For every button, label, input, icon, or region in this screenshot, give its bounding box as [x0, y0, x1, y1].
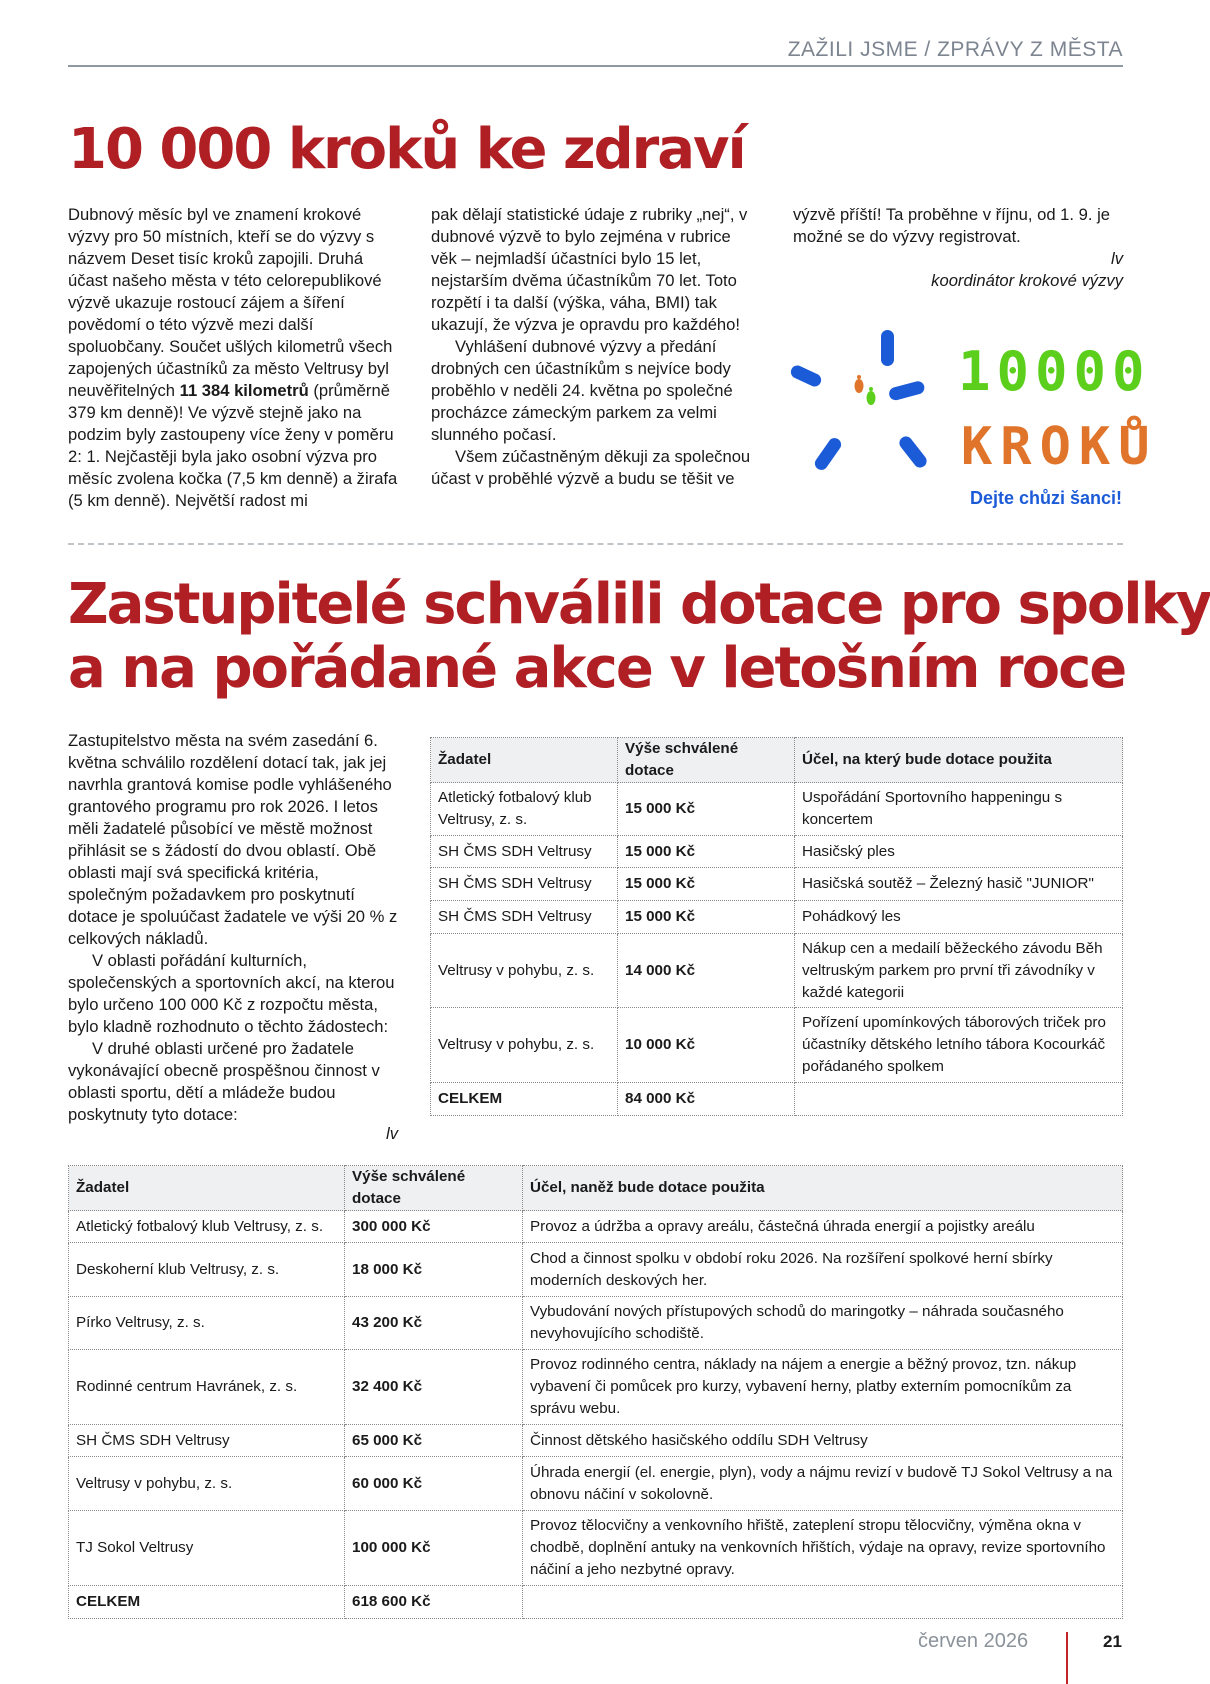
article2-paragraph-1: Zastupitelstvo města na svém zasedání 6. května schválilo rozdělení dotací tak, jak jej navrhla grantová komise podle vyhlášeného grantového programu pro rok 2026. I letos měli žadatelé působící ve městě možnost přihlásit se s žádostí do dvou oblastí. Obě oblasti mají svá specifická kritéria, společným požadavkem pro poskytnutí dotace je spoluúčast žadatele ve výši 20 % z celkových nákladů. [68, 731, 398, 948]
table-cell-applicant: SH ČMS SDH Veltrusy [69, 1425, 345, 1457]
footer-divider [1066, 1632, 1068, 1684]
article2-paragraph-3: V druhé oblasti určené pro žadatele vykonávající obecně prospěšnou činnost v oblasti sportu, dětí a mládeže budou poskytnuty tyto dotace: [68, 1039, 380, 1124]
table-cell-purpose: Uspořádání Sportovního happeningu s koncertem [795, 783, 1123, 836]
article1-paragraph-1 [68, 204, 398, 512]
table-cell-applicant: Veltrusy v pohybu, z. s. [69, 1457, 345, 1511]
table-header-row [431, 738, 1123, 783]
article1-column-1 [68, 204, 398, 512]
table-cell-purpose: Provoz a údržba a opravy areálu, částečná úhrada energií a pojistky areálu [523, 1211, 1123, 1243]
table-cell-amount: 100 000 Kč [345, 1511, 523, 1586]
table-cell-applicant: Deskoherní klub Veltrusy, z. s. [69, 1243, 345, 1297]
table-cell-purpose: Chod a činnost spolku v období roku 2026. Na rozšíření spolkové herní sbírky moderních deskových her. [523, 1243, 1123, 1297]
table-header: Účel, na který bude dotace použita [795, 738, 1123, 783]
table-cell-purpose: Provoz tělocvičny a venkovního hřiště, zateplení stropu tělocvičny, výměna okna v chodbě, doplnění antuky na venkovních hřištích, výdaje na opravy, revize sportovního náčiní a jeho nezbytné opravy. [523, 1511, 1123, 1586]
article1-text: Dubnový měsíc byl ve znamení krokové výzvy pro 50 místních, kteří se do výzvy s názvem Deset tisíc kroků zapojili. Druhá účast našeho města v této celorepublikové výzvě ukazuje rostoucí zájem a šíření povědomí o této výzvě mezi další spoluobčany. Součet ušlých kilometrů všech zapojených účastníků za město Veltrusy byl neuvěřitelných [68, 205, 393, 400]
article2-title [68, 572, 1210, 701]
grants-table-organizations [68, 1165, 1123, 1619]
table-cell-applicant: Atletický fotbalový klub Veltrusy, z. s. [69, 1211, 345, 1243]
table-cell-amount: 15 000 Kč [618, 836, 795, 868]
table-cell-purpose: Nákup cen a medailí běžeckého závodu Běh veltruským parkem pro první tři závodníky v každé kategorii [795, 934, 1123, 1008]
table-cell-amount: 618 600 Kč [345, 1586, 523, 1619]
logo-word: KROKŮ [961, 417, 1158, 477]
article1-column-3 [793, 204, 1123, 292]
table-cell-applicant: TJ Sokol Veltrusy [69, 1511, 345, 1586]
article-divider [68, 543, 1123, 545]
table-cell-applicant: Veltrusy v pohybu, z. s. [431, 934, 618, 1008]
table-row [69, 1211, 1123, 1243]
article2-paragraph-2: V oblasti pořádání kulturních, společenských a sportovních akcí, na kterou bylo určeno 100 000 Kč z rozpočtu města, bylo kladně rozhodnuto o těchto žádostech: [68, 951, 395, 1036]
table-row [69, 1457, 1123, 1511]
table-cell-amount: 15 000 Kč [618, 901, 795, 934]
table-cell-amount: 15 000 Kč [618, 868, 795, 901]
table-cell-purpose: Vybudování nových přístupových schodů do maringotky – náhrada současného nevyhovujícího schodiště. [523, 1297, 1123, 1350]
table-cell-applicant: CELKEM [431, 1083, 618, 1116]
table-row [431, 836, 1123, 868]
logo-digits: 10000 [958, 340, 1151, 403]
table-cell-applicant: CELKEM [69, 1586, 345, 1619]
footer-month: červen 2026 [918, 1630, 1029, 1652]
table-cell-amount: 84 000 Kč [618, 1083, 795, 1116]
table-cell-purpose: Hasičský ples [795, 836, 1123, 868]
article1-signature-name: lv [1111, 249, 1123, 268]
table-header: Výše schválené dotace [345, 1166, 523, 1211]
grants-table-events [430, 737, 1123, 1116]
table-cell-amount: 14 000 Kč [618, 934, 795, 1008]
table-header: Žadatel [431, 738, 618, 783]
table-cell-amount: 10 000 Kč [618, 1008, 795, 1083]
table-row [431, 934, 1123, 1008]
table-cell-applicant: Atletický fotbalový klub Veltrusy, z. s. [431, 783, 618, 836]
page-number: 21 [1103, 1632, 1122, 1651]
table-cell-applicant: Pírko Veltrusy, z. s. [69, 1297, 345, 1350]
article2-title-line-1: Zastupitelé schválili dotace pro spolky [68, 572, 1210, 637]
article1-paragraph-2: pak dělají statistické údaje z rubriky „nej“, v dubnové výzvě to bylo zejména v rubrice věk – nejmladší účastníci bylo 15 let, nejstarším dvěma účastníkům 70 let. Toto rozpětí i ta další (výška, váha, BMI) tak ukazují, že výzva je opravdu pro každého! [431, 205, 748, 334]
table-cell-purpose: Pohádkový les [795, 901, 1123, 934]
table-total-row [69, 1586, 1123, 1619]
km-total: 11 384 kilometrů [179, 381, 309, 400]
table-cell-amount: 60 000 Kč [345, 1457, 523, 1511]
table-total-row [431, 1083, 1123, 1116]
table-row [69, 1350, 1123, 1425]
table-cell-amount: 18 000 Kč [345, 1243, 523, 1297]
table-cell-applicant: Rodinné centrum Havránek, z. s. [69, 1350, 345, 1425]
article1-paragraph-4: Všem zúčastněným děkuji za společnou účast v proběhlé výzvě a budu se těšit ve [431, 447, 751, 488]
table-header: Výše schválené dotace [618, 738, 795, 783]
table-row [69, 1511, 1123, 1586]
table-cell-purpose: Provoz rodinného centra, náklady na nájem a energie a běžný provoz, tzn. nákup vybavení či pomůcek pro kurzy, vybavení herny, platby externím pomocníkům za správu webu. [523, 1350, 1123, 1425]
table-cell-purpose: Pořízení upomínkových táborových triček pro účastníky dětského letního tábora Kocourkáč pořádaného spolkem [795, 1008, 1123, 1083]
article1-column-2 [431, 204, 761, 490]
article2-column-1 [68, 730, 398, 1126]
table-cell-applicant: SH ČMS SDH Veltrusy [431, 868, 618, 901]
table-cell-amount: 300 000 Kč [345, 1211, 523, 1243]
table-header: Účel, naněž bude dotace použita [523, 1166, 1123, 1211]
table-cell-amount: 65 000 Kč [345, 1425, 523, 1457]
article1-paragraph-5: výzvě příští! Ta proběhne v říjnu, od 1. 9. je možné se do výzvy registrovat. [793, 205, 1110, 246]
table-cell-purpose: Hasičská soutěž – Železný hasič "JUNIOR" [795, 868, 1123, 901]
walker-star-icon [789, 330, 929, 472]
article1-signature-role: koordinátor krokové výzvy [931, 271, 1123, 290]
table-header: Žadatel [69, 1166, 345, 1211]
table-cell-purpose: Úhrada energií (el. energie, plyn), vody a nájmu revizí v budově TJ Sokol Veltrusy a na obnovu náčiní v sokolovně. [523, 1457, 1123, 1511]
table-row [69, 1243, 1123, 1297]
article1-paragraph-3: Vyhlášení dubnové výzvy a předání drobných cen účastníkům s nejvíce body proběhlo v neděli 24. května po společné procházce zámeckým parkem za velmi slunného počasí. [431, 337, 733, 444]
table-row [431, 901, 1123, 934]
table-cell-amount: 43 200 Kč [345, 1297, 523, 1350]
table-cell-purpose [795, 1083, 1123, 1116]
table-cell-purpose: Činnost dětského hasičského oddílu SDH Veltrusy [523, 1425, 1123, 1457]
article1-text: (průměrně 379 km denně)! Ve výzvě stejně jako na podzim byly zastoupeny více ženy v poměru 2: 1. Nejčastěji byla jako osobní výzva pro měsíc zvolena kočka (7,5 km denně) a žirafa (5 km denně). Největší radost mi [68, 381, 398, 510]
table-row [431, 868, 1123, 901]
table-cell-applicant: Veltrusy v pohybu, z. s. [431, 1008, 618, 1083]
section-label: ZAŽILI JSME / ZPRÁVY Z MĚSTA [787, 38, 1123, 61]
top-rule [68, 65, 1123, 67]
table-cell-amount: 32 400 Kč [345, 1350, 523, 1425]
article2-signature: lv [386, 1124, 398, 1143]
table-cell-applicant: SH ČMS SDH Veltrusy [431, 901, 618, 934]
table-cell-amount: 15 000 Kč [618, 783, 795, 836]
table-row [69, 1425, 1123, 1457]
logo-tagline: Dejte chůzi šanci! [970, 488, 1123, 508]
table-header-row [69, 1166, 1123, 1211]
table-row [431, 1008, 1123, 1083]
article2-title-line-2: a na pořádané akce v letošním roce [68, 636, 1126, 701]
table-cell-applicant: SH ČMS SDH Veltrusy [431, 836, 618, 868]
table-row [431, 783, 1123, 836]
table-cell-purpose [523, 1586, 1123, 1619]
article1-title: 10 000 kroků ke zdraví [68, 117, 745, 182]
table-row [69, 1297, 1123, 1350]
